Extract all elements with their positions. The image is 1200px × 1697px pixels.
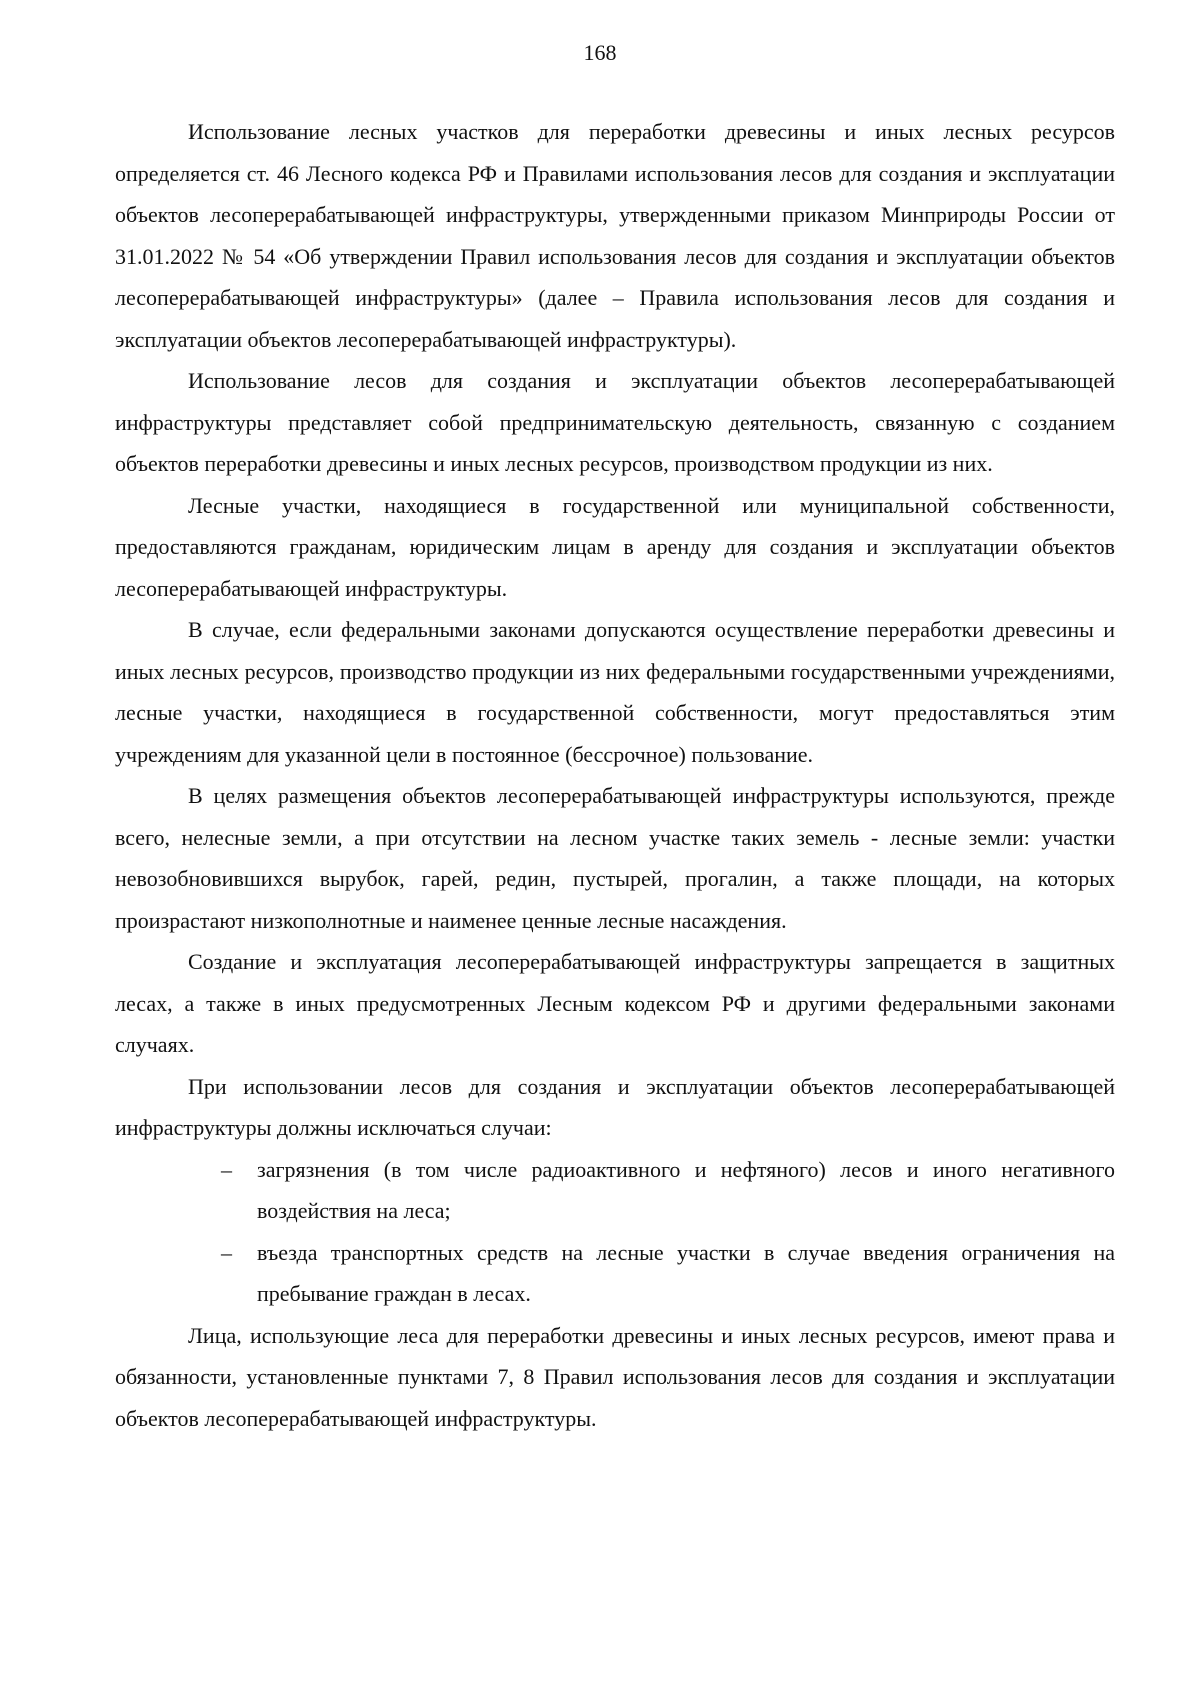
paragraph: Создание и эксплуатация лесоперерабатывающей инфраструктуры запрещается в защитных лесах, а также в иных предусмотренных Лесным кодексом РФ и другими федеральными законами случаях. <box>115 949 1115 1057</box>
list-dash: – <box>221 1156 232 1182</box>
paragraph: В случае, если федеральными законами допускаются осуществление переработки древесины и иных лесных ресурсов, производство продукции из них федеральными государственными учреждениями, лесные участки, находящиеся в государственной собственности, могут предоставляться этим учреждениям для указанной цели в постоянное (бессрочное) пользование. <box>115 617 1115 767</box>
list-item <box>115 1149 1115 1232</box>
paragraph: В целях размещения объектов лесоперерабатывающей инфраструктуры используются, прежде всего, нелесные земли, а при отсутствии на лесном участке таких земель - лесные земли: участки невозобновившихся вырубок, гарей, редин, пустырей, прогалин, а также площади, на которых произрастают низкополнотные и наименее ценные лесные насаждения. <box>115 783 1115 933</box>
paragraph: Использование лесных участков для переработки древесины и иных лесных ресурсов определяется ст. 46 Лесного кодекса РФ и Правилами использования лесов для создания и эксплуатации объектов лесоперерабатывающей инфраструктуры, утвержденными приказом Минприроды России от 31.01.2022 № 54 «Об утверждении Правил использования лесов для создания и эксплуатации объектов лесоперерабатывающей инфраструктуры» (далее – Правила использования лесов для создания и эксплуатации объектов лесоперерабатывающей инфраструктуры). <box>115 119 1115 352</box>
page-number: 168 <box>583 40 617 65</box>
paragraph: Использование лесов для создания и эксплуатации объектов лесоперерабатывающей инфраструктуры представляет собой предпринимательскую деятельность, связанную с созданием объектов переработки древесины и иных лесных ресурсов, производством продукции из них. <box>115 368 1115 476</box>
list-item-text: въезда транспортных средств на лесные участки в случае введения ограничения на пребывание граждан в лесах. <box>257 1239 1115 1306</box>
exclusion-list <box>115 1149 1115 1315</box>
list-item <box>115 1232 1115 1315</box>
list-item-text: загрязнения (в том числе радиоактивного и нефтяного) лесов и иного негативного воздействия на леса; <box>257 1156 1115 1223</box>
paragraph: Лесные участки, находящиеся в государственной или муниципальной собственности, предоставляются гражданам, юридическим лицам в аренду для создания и эксплуатации объектов лесоперерабатывающей инфраструктуры. <box>115 492 1115 601</box>
list-dash: – <box>221 1239 232 1265</box>
document-body <box>115 111 1115 1439</box>
paragraph: При использовании лесов для создания и эксплуатации объектов лесоперерабатывающей инфраструктуры должны исключаться случаи: <box>115 1073 1115 1140</box>
paragraph: Лица, использующие леса для переработки древесины и иных лесных ресурсов, имеют права и обязанности, установленные пунктами 7, 8 Правил использования лесов для создания и эксплуатации объектов лесоперерабатывающей инфраструктуры. <box>115 1322 1115 1431</box>
